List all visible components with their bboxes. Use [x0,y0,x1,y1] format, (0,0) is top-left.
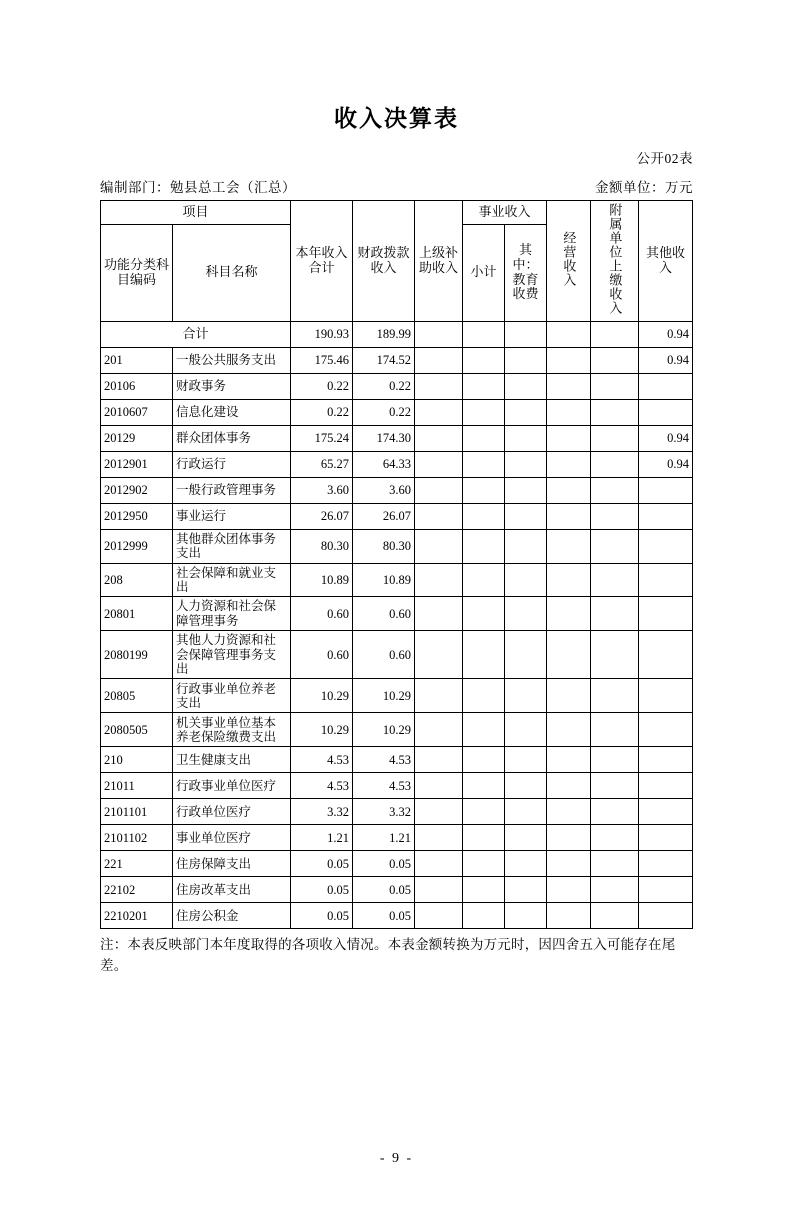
cell-operating-income [547,903,591,929]
cell-operating-income [547,851,591,877]
cell-subject-name: 行政事业单位养老支出 [173,679,291,713]
cell-year-income-total: 0.05 [291,851,353,877]
cell-superior-subsidy [415,347,463,373]
cell-year-income-total: 3.32 [291,799,353,825]
header-func-code: 功能分类科目编码 [101,224,173,321]
cell-operating-income [547,399,591,425]
table-row [101,503,693,529]
header-business-subtotal: 小计 [463,224,505,321]
cell-year-income-total: 0.05 [291,903,353,929]
cell-year-income-total: 175.24 [291,425,353,451]
table-row [101,713,693,747]
cell-year-income-total: 80.30 [291,529,353,563]
cell-business-subtotal [463,679,505,713]
table-row [101,851,693,877]
table-row [101,373,693,399]
cell-func-code: 221 [101,851,173,877]
table-row [101,321,693,347]
department-name: 勉县总工会（汇总） [170,179,296,195]
header-project-group: 项目 [101,200,291,224]
cell-other-income [639,477,693,503]
cell-func-code: 21011 [101,773,173,799]
cell-subject-name: 一般行政管理事务 [173,477,291,503]
table-row [101,747,693,773]
cell-business-education-fee [505,503,547,529]
cell-operating-income [547,529,591,563]
cell-superior-subsidy [415,799,463,825]
cell-func-code: 2080505 [101,713,173,747]
cell-fiscal-appropriation: 10.29 [353,679,415,713]
cell-business-subtotal [463,425,505,451]
cell-other-income [639,851,693,877]
page-title: 收入决算表 [334,106,459,131]
cell-fiscal-appropriation: 0.60 [353,631,415,679]
header-business-income-group: 事业收入 [463,200,547,224]
department-label: 编制部门： [100,179,170,195]
cell-business-subtotal [463,321,505,347]
cell-fiscal-appropriation: 1.21 [353,825,415,851]
cell-business-education-fee [505,799,547,825]
cell-func-code: 20106 [101,373,173,399]
cell-other-income [639,877,693,903]
cell-func-code: 2101102 [101,825,173,851]
cell-business-subtotal [463,851,505,877]
cell-affiliated-unit-payment [591,825,639,851]
cell-affiliated-unit-payment [591,713,639,747]
cell-other-income [639,373,693,399]
cell-year-income-total: 1.21 [291,825,353,851]
cell-fiscal-appropriation: 64.33 [353,451,415,477]
cell-operating-income [547,773,591,799]
cell-year-income-total: 26.07 [291,503,353,529]
cell-affiliated-unit-payment [591,425,639,451]
cell-func-code: 22102 [101,877,173,903]
cell-operating-income [547,425,591,451]
cell-business-subtotal [463,877,505,903]
cell-other-income: 0.94 [639,321,693,347]
table-row [101,425,693,451]
cell-business-subtotal [463,451,505,477]
cell-func-code: 2012950 [101,503,173,529]
table-row [101,451,693,477]
cell-business-education-fee [505,451,547,477]
cell-affiliated-unit-payment [591,597,639,631]
cell-other-income [639,713,693,747]
cell-subject-name: 人力资源和社会保障管理事务 [173,597,291,631]
cell-business-subtotal [463,825,505,851]
cell-business-education-fee [505,877,547,903]
cell-business-subtotal [463,563,505,597]
cell-other-income: 0.94 [639,451,693,477]
cell-affiliated-unit-payment [591,321,639,347]
cell-affiliated-unit-payment [591,373,639,399]
document-page [0,105,793,1227]
cell-business-education-fee [505,373,547,399]
cell-superior-subsidy [415,825,463,851]
cell-business-education-fee [505,477,547,503]
cell-subject-name: 事业运行 [173,503,291,529]
cell-other-income [639,503,693,529]
cell-superior-subsidy [415,597,463,631]
table-row [101,477,693,503]
cell-business-education-fee [505,773,547,799]
cell-operating-income [547,597,591,631]
table-row [101,563,693,597]
table-row [101,399,693,425]
cell-business-subtotal [463,713,505,747]
cell-business-subtotal [463,347,505,373]
cell-func-code: 20801 [101,597,173,631]
cell-superior-subsidy [415,903,463,929]
cell-business-subtotal [463,631,505,679]
cell-operating-income [547,563,591,597]
cell-fiscal-appropriation: 4.53 [353,747,415,773]
cell-business-education-fee [505,597,547,631]
cell-subject-name: 卫生健康支出 [173,747,291,773]
header-year-income-total: 本年收入合计 [291,200,353,321]
cell-business-education-fee [505,747,547,773]
cell-business-education-fee [505,679,547,713]
cell-superior-subsidy [415,631,463,679]
cell-other-income: 0.94 [639,425,693,451]
cell-other-income: 0.94 [639,347,693,373]
cell-business-education-fee [505,321,547,347]
cell-business-subtotal [463,373,505,399]
cell-operating-income [547,747,591,773]
cell-business-education-fee [505,529,547,563]
cell-business-subtotal [463,903,505,929]
cell-other-income [639,563,693,597]
cell-operating-income [547,877,591,903]
cell-subject-name: 其他群众团体事务支出 [173,529,291,563]
header-subject-name: 科目名称 [173,224,291,321]
cell-affiliated-unit-payment [591,347,639,373]
cell-operating-income [547,321,591,347]
header-affiliated-unit-payment-text: 附属单位上缴收入 [607,202,623,315]
cell-superior-subsidy [415,713,463,747]
table-row [101,773,693,799]
cell-year-income-total: 65.27 [291,451,353,477]
cell-other-income [639,631,693,679]
cell-fiscal-appropriation: 189.99 [353,321,415,347]
header-business-education-fee: 其中：教育收费 [505,224,547,321]
cell-total-label: 合计 [101,321,291,347]
cell-fiscal-appropriation: 0.22 [353,399,415,425]
cell-operating-income [547,713,591,747]
table-row [101,877,693,903]
cell-subject-name: 群众团体事务 [173,425,291,451]
cell-subject-name: 社会保障和就业支出 [173,563,291,597]
header-operating-income-text: 经营收入 [561,230,577,287]
cell-fiscal-appropriation: 0.05 [353,903,415,929]
cell-business-education-fee [505,713,547,747]
cell-func-code: 2010607 [101,399,173,425]
cell-other-income [639,679,693,713]
cell-operating-income [547,631,591,679]
table-row [101,597,693,631]
cell-affiliated-unit-payment [591,773,639,799]
cell-fiscal-appropriation: 174.30 [353,425,415,451]
cell-business-subtotal [463,477,505,503]
cell-fiscal-appropriation: 10.29 [353,713,415,747]
cell-business-education-fee [505,631,547,679]
cell-superior-subsidy [415,851,463,877]
cell-subject-name: 住房保障支出 [173,851,291,877]
cell-fiscal-appropriation: 0.60 [353,597,415,631]
cell-affiliated-unit-payment [591,399,639,425]
cell-other-income [639,799,693,825]
cell-year-income-total: 0.05 [291,877,353,903]
cell-fiscal-appropriation: 10.89 [353,563,415,597]
cell-superior-subsidy [415,747,463,773]
cell-affiliated-unit-payment [591,851,639,877]
cell-func-code: 2012999 [101,529,173,563]
cell-subject-name: 信息化建设 [173,399,291,425]
cell-superior-subsidy [415,503,463,529]
cell-func-code: 20805 [101,679,173,713]
cell-superior-subsidy [415,773,463,799]
table-body [101,321,693,929]
cell-superior-subsidy [415,679,463,713]
cell-superior-subsidy [415,425,463,451]
cell-affiliated-unit-payment [591,631,639,679]
cell-func-code: 2012902 [101,477,173,503]
cell-affiliated-unit-payment [591,477,639,503]
cell-operating-income [547,347,591,373]
cell-affiliated-unit-payment [591,679,639,713]
cell-subject-name: 住房改革支出 [173,877,291,903]
department-line [100,176,296,196]
cell-other-income [639,825,693,851]
cell-other-income [639,773,693,799]
cell-other-income [639,903,693,929]
cell-year-income-total: 0.60 [291,597,353,631]
cell-business-subtotal [463,773,505,799]
cell-subject-name: 行政事业单位医疗 [173,773,291,799]
cell-affiliated-unit-payment [591,563,639,597]
cell-other-income [639,399,693,425]
cell-operating-income [547,451,591,477]
form-code: 公开02表 [636,150,693,166]
cell-superior-subsidy [415,477,463,503]
cell-business-subtotal [463,399,505,425]
cell-func-code: 20129 [101,425,173,451]
amount-unit: 金额单位：万元 [595,179,693,195]
cell-superior-subsidy [415,399,463,425]
cell-func-code: 2012901 [101,451,173,477]
table-header-row-1 [101,200,693,224]
cell-business-education-fee [505,347,547,373]
cell-affiliated-unit-payment [591,503,639,529]
header-operating-income [547,200,591,321]
cell-superior-subsidy [415,321,463,347]
table-row [101,679,693,713]
cell-subject-name: 一般公共服务支出 [173,347,291,373]
header-affiliated-unit-payment [591,200,639,321]
cell-year-income-total: 0.60 [291,631,353,679]
cell-subject-name: 住房公积金 [173,903,291,929]
cell-fiscal-appropriation: 3.32 [353,799,415,825]
cell-fiscal-appropriation: 26.07 [353,503,415,529]
cell-year-income-total: 10.89 [291,563,353,597]
cell-subject-name: 机关事业单位基本养老保险缴费支出 [173,713,291,747]
cell-business-education-fee [505,425,547,451]
cell-year-income-total: 3.60 [291,477,353,503]
cell-superior-subsidy [415,877,463,903]
cell-affiliated-unit-payment [591,799,639,825]
table-row [101,347,693,373]
income-final-accounts-table [100,200,693,930]
cell-operating-income [547,825,591,851]
cell-operating-income [547,503,591,529]
cell-func-code: 2210201 [101,903,173,929]
cell-func-code: 201 [101,347,173,373]
table-row [101,799,693,825]
cell-affiliated-unit-payment [591,747,639,773]
page-number: - 9 - [379,1151,414,1166]
cell-superior-subsidy [415,451,463,477]
header-fiscal-appropriation: 财政拨款收入 [353,200,415,321]
cell-fiscal-appropriation: 0.05 [353,877,415,903]
cell-operating-income [547,477,591,503]
meta-row [100,176,693,196]
cell-business-subtotal [463,747,505,773]
table-row [101,631,693,679]
cell-fiscal-appropriation: 0.22 [353,373,415,399]
cell-affiliated-unit-payment [591,529,639,563]
cell-business-education-fee [505,563,547,597]
cell-operating-income [547,373,591,399]
cell-func-code: 210 [101,747,173,773]
header-other-income: 其他收入 [639,200,693,321]
cell-business-education-fee [505,399,547,425]
cell-subject-name: 其他人力资源和社会保障管理事务支出 [173,631,291,679]
cell-superior-subsidy [415,373,463,399]
cell-operating-income [547,799,591,825]
cell-fiscal-appropriation: 0.05 [353,851,415,877]
cell-year-income-total: 190.93 [291,321,353,347]
cell-subject-name: 行政单位医疗 [173,799,291,825]
table-row [101,903,693,929]
cell-business-education-fee [505,903,547,929]
cell-business-subtotal [463,799,505,825]
cell-subject-name: 行政运行 [173,451,291,477]
cell-affiliated-unit-payment [591,903,639,929]
cell-other-income [639,747,693,773]
cell-business-education-fee [505,825,547,851]
cell-fiscal-appropriation: 3.60 [353,477,415,503]
table-row [101,529,693,563]
cell-year-income-total: 0.22 [291,399,353,425]
cell-func-code: 2080199 [101,631,173,679]
cell-business-subtotal [463,503,505,529]
cell-superior-subsidy [415,529,463,563]
cell-business-subtotal [463,529,505,563]
cell-operating-income [547,679,591,713]
cell-year-income-total: 4.53 [291,747,353,773]
cell-superior-subsidy [415,563,463,597]
cell-business-education-fee [505,851,547,877]
table-row [101,825,693,851]
cell-other-income [639,597,693,631]
cell-func-code: 208 [101,563,173,597]
cell-fiscal-appropriation: 174.52 [353,347,415,373]
cell-affiliated-unit-payment [591,877,639,903]
cell-subject-name: 事业单位医疗 [173,825,291,851]
cell-fiscal-appropriation: 80.30 [353,529,415,563]
cell-year-income-total: 10.29 [291,713,353,747]
cell-year-income-total: 0.22 [291,373,353,399]
cell-fiscal-appropriation: 4.53 [353,773,415,799]
cell-business-subtotal [463,597,505,631]
cell-other-income [639,529,693,563]
table-note: 注：本表反映部门本年度取得的各项收入情况。本表金额转换为万元时，因四舍五入可能存在尾差。 [100,937,676,973]
cell-subject-name: 财政事务 [173,373,291,399]
header-superior-subsidy: 上级补助收入 [415,200,463,321]
cell-year-income-total: 175.46 [291,347,353,373]
cell-year-income-total: 4.53 [291,773,353,799]
cell-func-code: 2101101 [101,799,173,825]
cell-affiliated-unit-payment [591,451,639,477]
cell-year-income-total: 10.29 [291,679,353,713]
